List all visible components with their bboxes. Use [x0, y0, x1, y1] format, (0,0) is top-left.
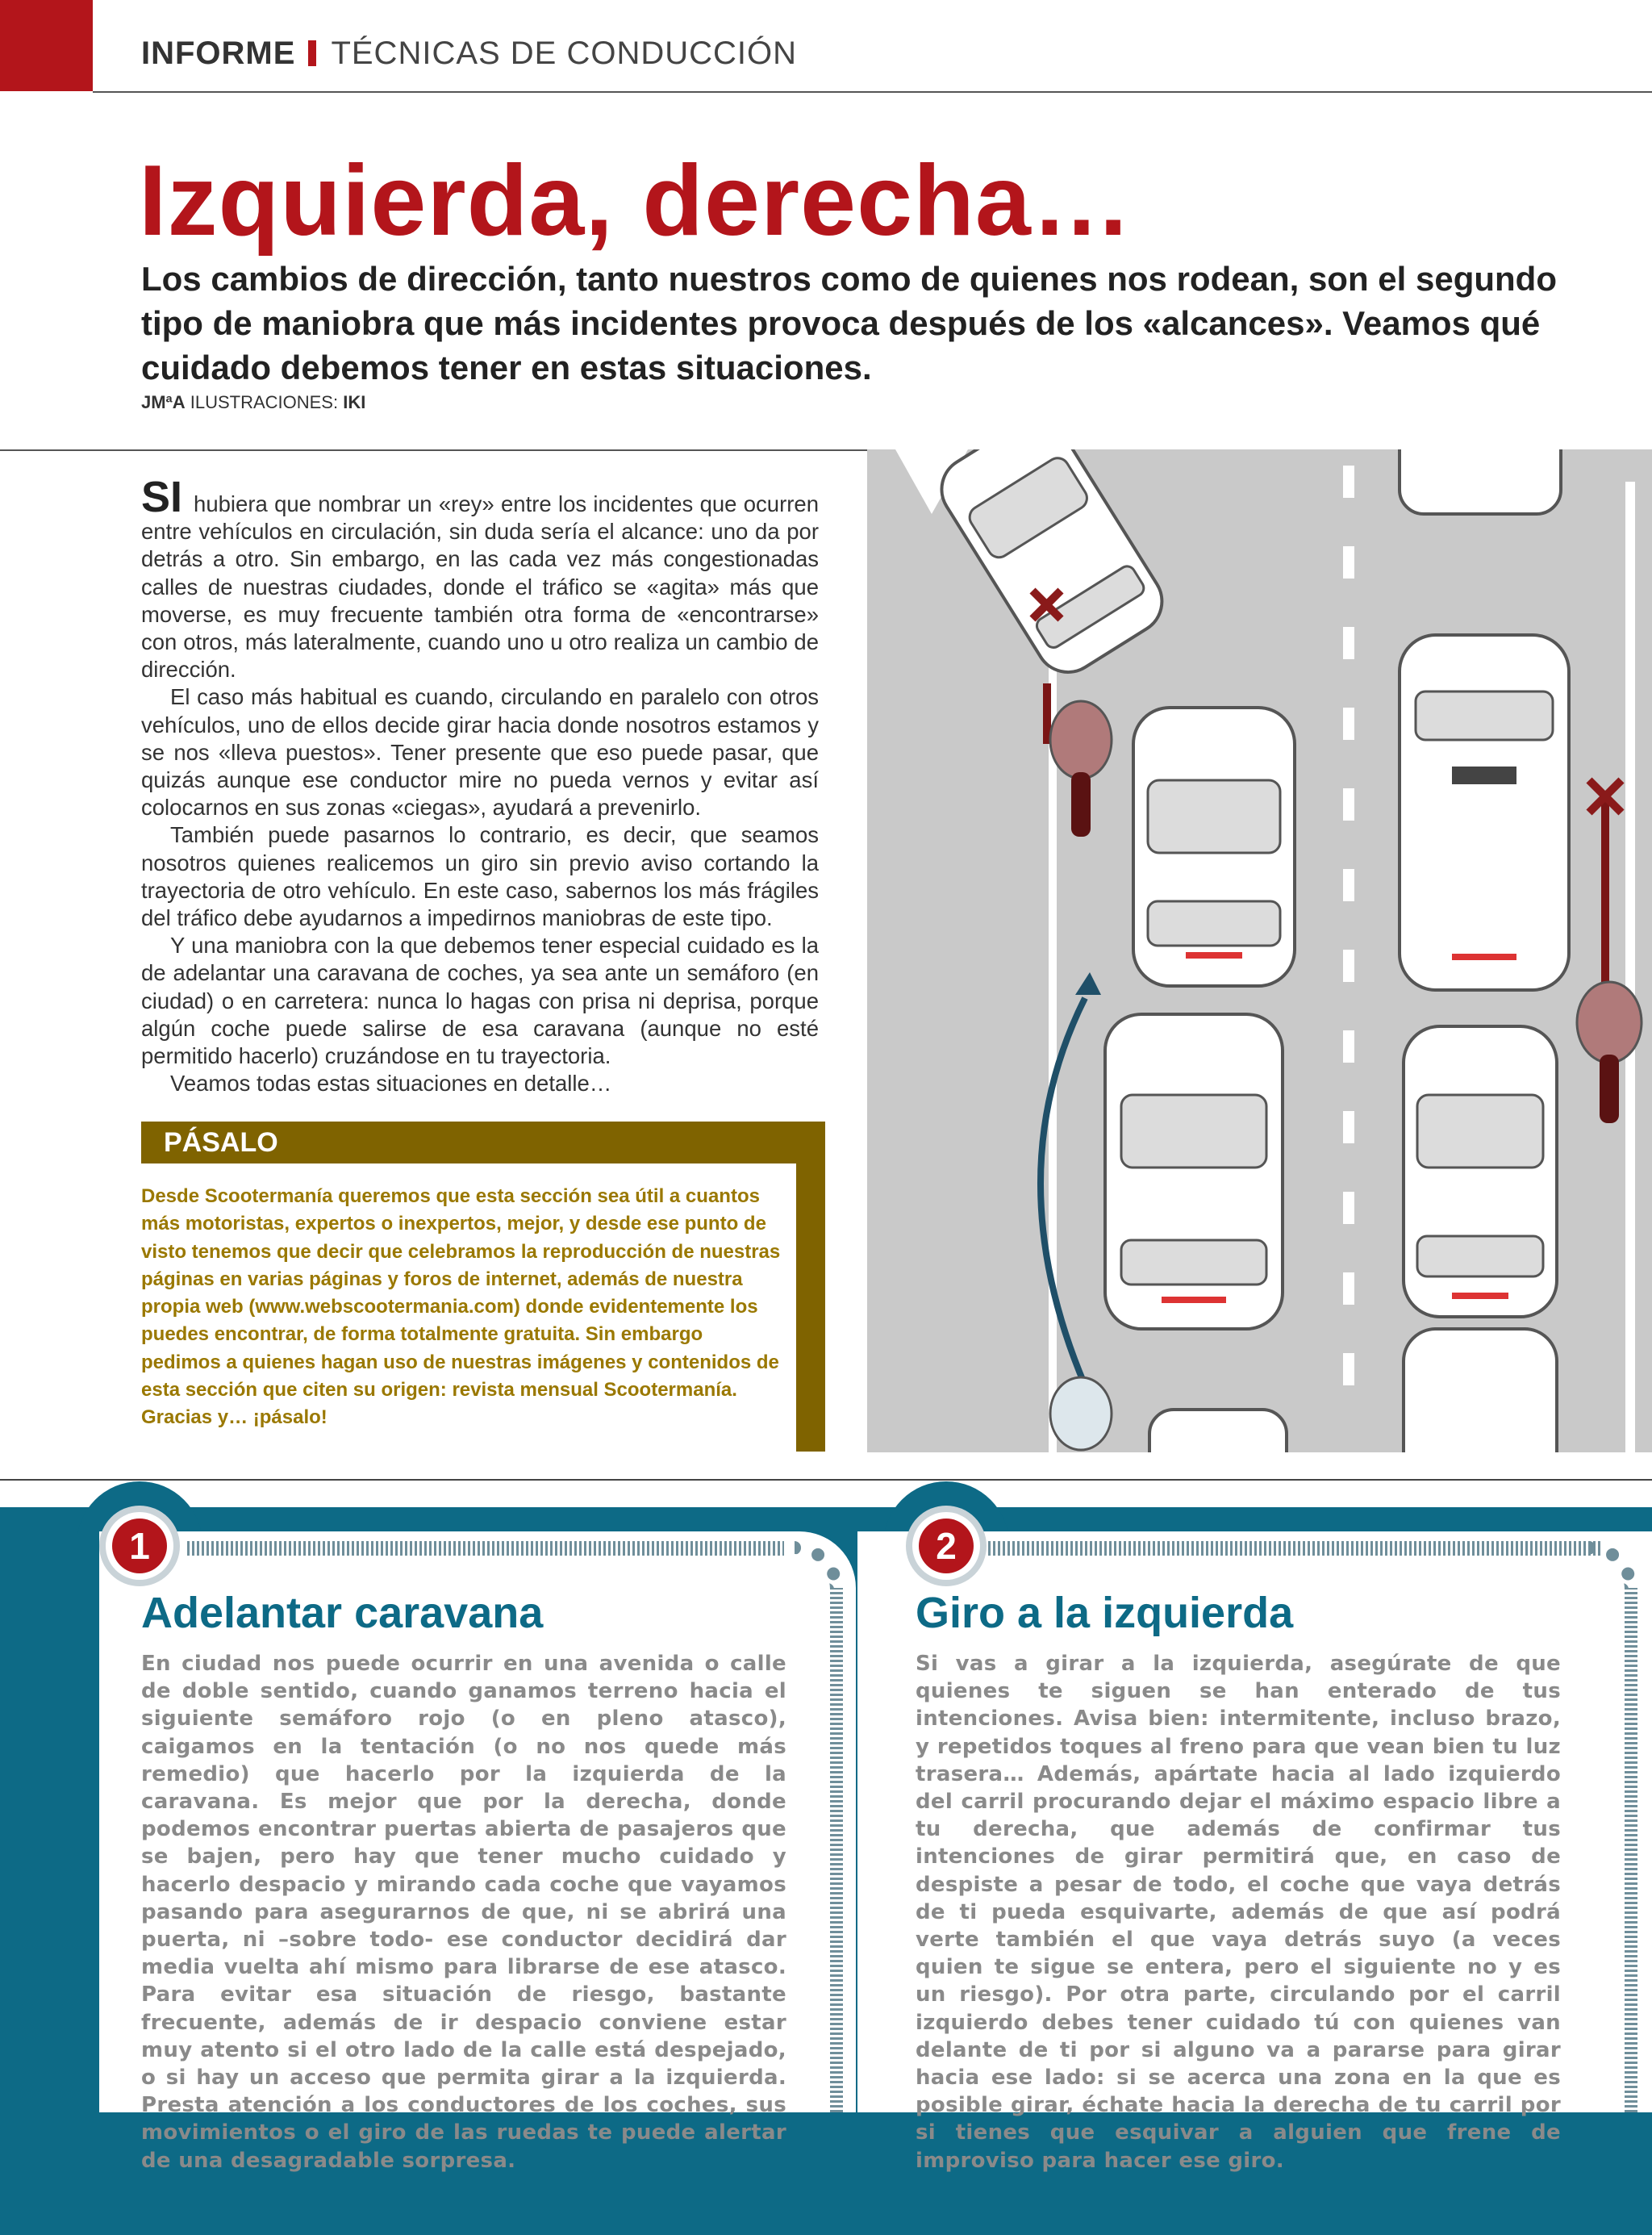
section-color-tab — [0, 0, 93, 91]
article-credits — [141, 392, 365, 413]
pasalo-text: Desde Scootermanía queremos que esta sección sea útil a cuantos más motoristas, expertos o inexpertos, mejor, y desde ese punto de visto tenemos que decir que celebramos la reproducción de nuestras páginas en varias páginas y foros de internet, además de nuestra propia web (www.webscootermania.com) donde evidentemente los puedes encontrar, de forma totalmente gratuita. Sin embargo pedimos a quienes hagan uso de nuestras imágenes y contenidos de esta sección que citen su origen: revista mensual Scootermanía. Gracias y… ¡pásalo! — [141, 1185, 781, 1429]
card-1-hatch-top — [187, 1541, 784, 1556]
section-header — [141, 36, 797, 72]
pasalo-title: PÁSALO — [164, 1127, 278, 1158]
card-2-title: Giro a la izquierda — [916, 1589, 1294, 1637]
author: JMªA — [141, 392, 186, 412]
pasalo-side-bar — [796, 1163, 825, 1452]
car-top-right — [1400, 449, 1561, 514]
article-title: Izquierda, derecha… — [139, 145, 1133, 257]
section-separator — [308, 40, 316, 66]
card-1-hatch-side — [830, 1588, 843, 2112]
card-2-badge — [912, 1512, 980, 1580]
article-subtitle: Los cambios de dirección, tanto nuestros como de quienes nos rodean, son el segundo tipo de maniobra que más incidentes provoca después de los «alcances». Veamos qué cuidado debemos tener en estas situaciones. — [141, 260, 1557, 386]
section-label: INFORME — [141, 36, 296, 71]
card-1-number: 1 — [112, 1519, 167, 1573]
body-paragraph: El caso más habitual es cuando, circulando en paralelo con otros vehículos, uno de ellos decide girar hacia donde nosotros estamos y se nos «lleva puestos». Tener presente que eso puede pasar, que quizás aunque ese conductor mire no pueda vernos y evitar así colocarnos en sus zonas «ciegas», ayudará a prevenirlo. — [141, 684, 819, 821]
lane-line-right — [1625, 482, 1635, 1452]
subsection-label: TÉCNICAS DE CONDUCCIÓN — [331, 36, 798, 71]
van-middle-right — [1400, 635, 1569, 990]
car-lower-left — [1105, 1014, 1283, 1329]
card-2-number: 2 — [919, 1519, 974, 1573]
body-paragraph: Y una maniobra con la que debemos tener especial cuidado es la de adelantar una caravana de coches, ya sea ante un semáforo (en ciudad) o en carretera: nunca lo hagas con prisa ni deprisa, porque algún coche puede salirse de esa caravana (aunque no esté permitido hacerlo) cruzándose en tu trayectoria. — [141, 933, 819, 1069]
card-2-hatch-side — [1625, 1588, 1637, 2112]
article-body — [141, 473, 819, 1097]
card-1-text: En ciudad nos puede ocurrir en una avenida o calle de doble sentido, cuando ganamos terreno hacia el siguiente semáforo rojo (o en pleno atasco), caigamos en la tentación (o no nos quede más remedio) que hacerlo por la izquierda de la caravana. Es mejor que por la derecha, donde podemos encontrar puertas abierta de pasajeros que se bajen, pero hay que tener mucho cuidado y hacerlo despacio y mirando cada coche que vayamos pasando para asegurarnos de que, ni se abrirá una puerta, ni –sobre todo- ese conductor decidirá dar media vuelta ahí mismo para librarse de ese atasco. Para evitar esa situación de riesgo, bastante frecuente, además de ir despacio conviene estar muy atento si el otro lado de la calle está despejado, o si hay un acceso que permita girar a la izquierda. Presta atención a los conductores de los coches, sus movimientos o el giro de las ruedas te puede alertar de una desagradable sorpresa. — [141, 1652, 786, 2173]
illustrations-label: ILUSTRACIONES: — [190, 392, 339, 412]
card-2-text: Si vas a girar a la izquierda, asegúrate de que quienes te siguen se han enterado de tus intenciones. Avisa bien: intermitente, incluso brazo, y repetidos toques al freno para que vean bien tu luz trasera… Además, apártate hacia al lado izquierdo del carril procurando dejar el máximo espacio libre a tu derecha, que además de confirmar tus intenciones de girar permitirá que, en caso de despiste a pesar de todo, el coche que vaya detrás de ti pueda esquivarte, además de que así podrá verte también el que vaya detrás suyo (a veces quien te sigue se entera, pero el siguiente no y es un riesgo). Por otra parte, circulando por el carril izquierdo debes tener cuidado tú con quienes van delante de ti por si alguno va a pararse para girar hacia ese lado: si se acerca una zona en la que es posible girar, échate hacia la derecha de tu carril por si tienes que esquivar a alguien que frene de improviso para hacer ese giro. — [916, 1652, 1561, 2173]
body-paragraph: SI hubiera que nombrar un «rey» entre los incidentes que ocurren entre vehículos en circulación, sin duda sería el alcance: uno da por detrás a otro. Sin embargo, en las cada vez más congestionadas calles de nuestras ciudades, donde el tráfico se «agita» más que moverse, es muy frecuente también otra forma de «encontrarse» con otros, más lateralmente, cuando uno u otro realiza un cambio de dirección. — [141, 473, 819, 683]
car-lower-right — [1404, 1026, 1557, 1317]
drop-cap: SI — [141, 473, 183, 521]
title-rule — [0, 449, 867, 451]
header-rule — [93, 91, 1652, 93]
illustrator: IKI — [343, 392, 366, 412]
car-middle-left — [1133, 708, 1295, 986]
car-bottom-middle — [1149, 1410, 1287, 1452]
car-bottom-right — [1404, 1329, 1557, 1452]
traffic-illustration — [867, 449, 1652, 1452]
card-1-title: Adelantar caravana — [141, 1589, 544, 1637]
body-paragraph: Veamos todas estas situaciones en detalle… — [170, 1071, 612, 1097]
card-1-badge — [106, 1512, 173, 1580]
section-divider — [0, 1479, 1652, 1481]
body-paragraph: También puede pasarnos lo contrario, es decir, que seamos nosotros quienes realicemos un giro sin previo aviso cortando la trayectoria de otro vehículo. En este caso, sabernos los más frágiles del tráfico debe ayudarnos a impedirnos maniobras de este tipo. — [141, 822, 819, 931]
card-2-hatch-top — [988, 1541, 1601, 1556]
